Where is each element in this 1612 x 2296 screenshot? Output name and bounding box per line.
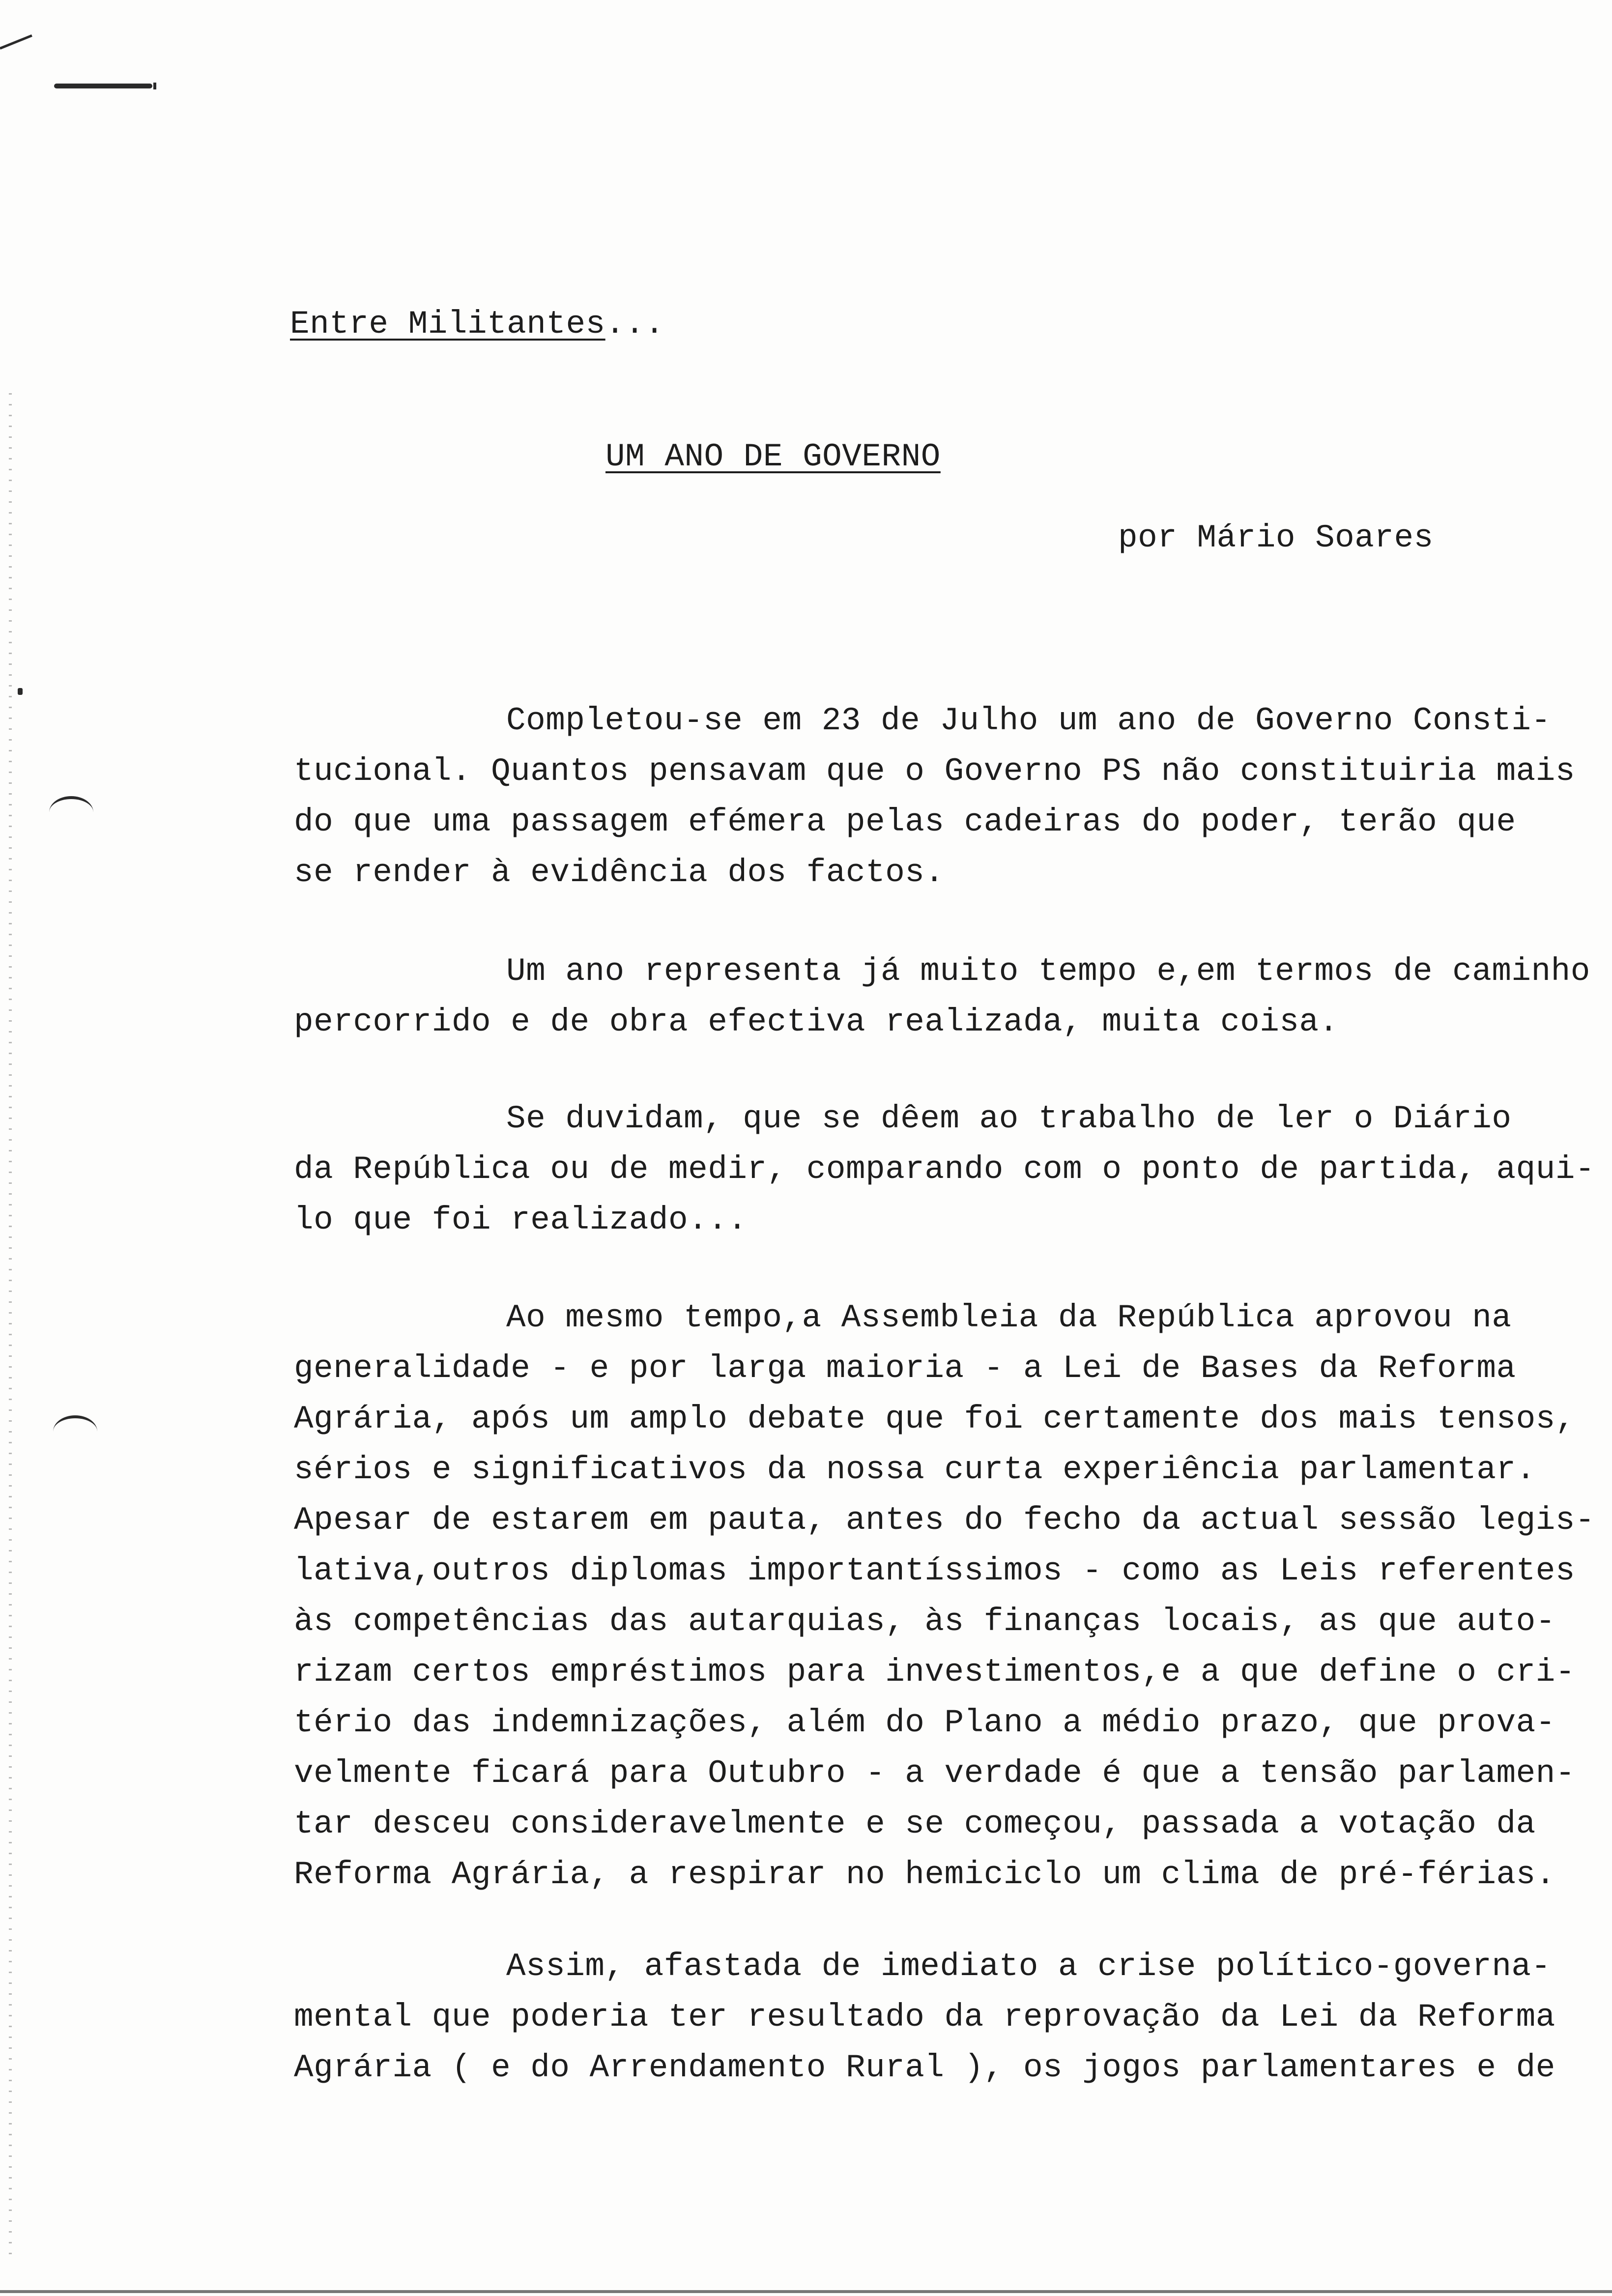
paragraph-line: tucional. Quantos pensavam que o Governo PS não constituiria mais [294, 753, 1575, 790]
paragraph-line: do que uma passagem efémera pelas cadeiras do poder, terão que [294, 804, 1516, 840]
paragraph-line: Reforma Agrária, a respirar no hemiciclo um clima de pré-férias. [294, 1856, 1555, 1893]
paragraph-line: mental que poderia ter resultado da reprovação da Lei da Reforma [294, 1999, 1555, 2036]
page-title: UM ANO DE GOVERNO [605, 438, 941, 475]
paragraph-line: da República ou de medir, comparando com o ponto de partida, aqui- [294, 1151, 1595, 1188]
paragraph-line: Agrária ( e do Arrendamento Rural ), os jogos parlamentares e de [294, 2049, 1555, 2086]
paragraph-line: generalidade - e por larga maioria - a Lei de Bases da Reforma [294, 1350, 1516, 1387]
scan-mark-dash [54, 84, 152, 88]
paragraph-line: Assim, afastada de imediato a crise político-governa- [506, 1948, 1551, 1985]
scan-mark-arc-2 [53, 1415, 97, 1448]
scan-bottom-edge [0, 2290, 1612, 2293]
paragraph-line: lo que foi realizado... [294, 1202, 748, 1238]
section-heading [290, 300, 664, 349]
paragraph-line: Se duvidam, que se dêem ao trabalho de ler o Diário [506, 1100, 1512, 1137]
paragraph-line: às competências das autarquias, às finanças locais, as que auto- [294, 1603, 1555, 1640]
paragraph-line: Completou-se em 23 de Julho um ano de Governo Consti- [506, 702, 1551, 739]
paragraph-4 [294, 1292, 1595, 1900]
paragraph-line: tar desceu consideravelmente e se começou, passada a votação da [294, 1806, 1536, 1842]
scan-edge-speckle [9, 393, 12, 2261]
paragraph-line: Apesar de estarem em pauta, antes do fecho da actual sessão legis- [294, 1502, 1595, 1539]
scan-mark-arc-1 [49, 796, 93, 829]
paragraph-line: percorrido e de obra efectiva realizada, muita coisa. [294, 1004, 1339, 1040]
paragraph-line: Agrária, após um amplo debate que foi certamente dos mais tensos, [294, 1401, 1575, 1437]
paragraph-line: lativa,outros diplomas importantíssimos - como as Leis referentes [294, 1552, 1575, 1589]
paragraph-2 [294, 946, 1591, 1047]
paragraph-5 [294, 1941, 1591, 2093]
paragraph-line: Um ano representa já muito tempo e,em termos de caminho [506, 953, 1590, 990]
paragraph-line: Ao mesmo tempo,a Assembleia da República aprovou na [506, 1299, 1512, 1336]
scan-mark-top-left [0, 34, 32, 50]
scan-mark-left-dot [18, 688, 23, 695]
section-heading-text: Entre Militantes [290, 306, 605, 343]
byline: por Mário Soares [1118, 519, 1434, 556]
paragraph-1 [294, 695, 1591, 898]
paragraph-line: se render à evidência dos factos. [294, 854, 945, 891]
paragraph-line: velmente ficará para Outubro - a verdade é que a tensão parlamen- [294, 1755, 1575, 1792]
paragraph-line: sérios e significativos da nossa curta experiência parlamentar. [294, 1451, 1536, 1488]
paragraph-3 [294, 1093, 1595, 1245]
section-heading-suffix: ... [605, 306, 665, 343]
paragraph-line: tério das indemnizações, além do Plano a médio prazo, que prova- [294, 1704, 1555, 1741]
scan-mark-dot [153, 83, 156, 89]
paragraph-line: rizam certos empréstimos para investimentos,e a que define o cri- [294, 1654, 1575, 1691]
